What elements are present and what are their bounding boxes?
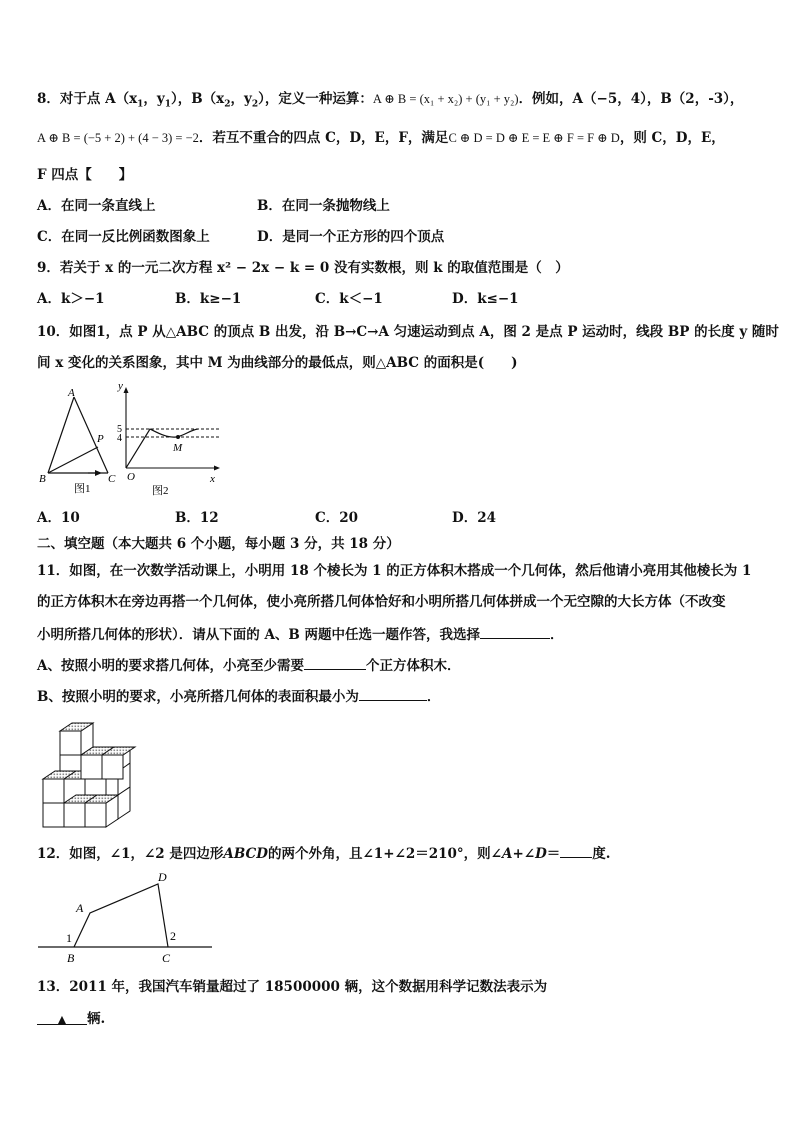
fig2-tick-5: 5 (117, 424, 122, 435)
q8-line-3: F 四点【 】 (37, 167, 133, 183)
q11-part-b: B、按照小明的要求，小亮所搭几何体的表面积最小为 ． (37, 686, 440, 706)
q9-option-a: A．k＞−1 (37, 291, 105, 307)
q11-a-blank[interactable] (304, 655, 366, 670)
fig2-caption: 图2 (152, 485, 169, 497)
q8-option-c: C．在同一反比例函数图象上 (37, 229, 210, 245)
fig1-label-b: B (39, 473, 46, 485)
q12-label-a: A (76, 901, 84, 915)
q11-line-2: 的正方体积木在旁边再搭一个几何体，使小亮所搭几何体恰好和小明所搭几何体拼成一个无空隙的大长方体（不改变 (37, 594, 726, 610)
section-2-heading: 二、填空题（本大题共 6 个小题，每小题 3 分，共 18 分） (37, 536, 400, 552)
q12-label-2: 2 (170, 929, 176, 943)
q9-option-c: C．k＜−1 (315, 291, 383, 307)
q8-formula-3: C ⊕ D = D ⊕ E = E ⊕ F = F ⊕ D (448, 131, 620, 145)
q10-option-d: D．24 (452, 510, 496, 526)
q8-formula-2: A ⊕ B = (−5 + 2) + (4 − 3) = −2 (37, 131, 199, 145)
q10-option-c: C．20 (315, 510, 359, 526)
q12-label-b: B (67, 951, 75, 965)
q9-option-b: B．k≥−1 (175, 291, 242, 307)
q11-b-blank[interactable] (359, 686, 427, 701)
q10-line-2: 间 x 变化的关系图象，其中 M 为曲线部分的最低点，则△ABC 的面积是( ) (37, 355, 518, 371)
q8-line-1: 8．对于点 $A(x_1$，$y_1$），$B(x_2$，$y_2$），定义一种运算：A ⊕ B = (x₁ + x₂) + (y₁ + y₂)．例如，A（−5，4），B（2，-3）， (37, 91, 744, 110)
q12-stem: 12．如图，∠1，∠2 是四边形ABCD的两个外角，且∠1+∠2＝210°，则∠A+∠D＝ 度. (37, 843, 611, 863)
q9-option-d: D．k≤−1 (452, 291, 519, 307)
q13-answer-blank[interactable] (37, 1010, 87, 1025)
q11-line-3: 小明所搭几何体的形状）．请从下面的 A、B 两题中任选一题作答，我选择 ． (37, 624, 564, 644)
q8-option-a: A．在同一条直线上 (37, 198, 156, 214)
fig2-label-m: M (173, 442, 183, 454)
q10-option-a: A．10 (37, 510, 80, 526)
q12-quadrilateral-figure (36, 867, 216, 967)
q12-answer-blank[interactable] (560, 843, 592, 858)
q10-option-b: B．12 (175, 510, 219, 526)
q8-option-d: D．是同一个正方形的四个顶点 (257, 229, 445, 245)
q11-line-1: 11．如图，在一次数学活动课上，小明用 18 个棱长为 1 的正方体积木搭成一个几何体，然后他请小亮用其他棱长为 1 (37, 563, 752, 579)
fig1-label-a: A (68, 387, 75, 399)
fig2-label-o: O (127, 471, 135, 483)
fig1-label-p: P (97, 433, 104, 445)
q10-figure-2 (112, 380, 252, 500)
q12-label-1: 1 (66, 931, 72, 945)
fig2-tick-4: 4 (117, 433, 122, 444)
q8-line-2: A ⊕ B = (−5 + 2) + (4 − 3) = −2．若互不重合的四点 C，D，E，F，满足C ⊕ D = D ⊕ E = E ⊕ F = F ⊕ D，则 C，D，E， (37, 130, 725, 146)
fig2-label-y: y (118, 380, 123, 392)
q12-label-d: D (158, 870, 167, 884)
q11-cube-figure (38, 713, 138, 833)
q8-option-b: B．在同一条抛物线上 (257, 198, 390, 214)
q11-part-a: A、按照小明的要求搭几何体，小亮至少需要 个正方体积木． (37, 655, 460, 675)
q11-choice-blank[interactable] (480, 624, 550, 639)
fig1-label-c: C (108, 473, 116, 485)
q9-stem: 9．若关于 x 的一元二次方程 x² − 2x − k = 0 没有实数根，则 k 的取值范围是（ ） (37, 260, 569, 276)
q13-stem: 13．2011 年，我国汽车销量超过了 18500000 辆，这个数据用科学记数法表示为 (37, 979, 548, 995)
fig2-label-x: x (210, 473, 215, 485)
q13-answer-line: ▲ 辆. (37, 1010, 105, 1028)
q10-line-1: 10．如图1，点 P 从△ABC 的顶点 B 出发，沿 B→C→A 匀速运动到点 A，图 2 是点 P 运动时，线段 BP 的长度 y 随时 (37, 324, 779, 340)
q13-triangle-icon: ▲ (57, 1013, 67, 1026)
q12-label-c: C (162, 951, 171, 965)
fig1-caption: 图1 (74, 483, 91, 495)
q8-formula-1: A ⊕ B = (x₁ + x₂) + (y₁ + y₂) (372, 92, 519, 106)
